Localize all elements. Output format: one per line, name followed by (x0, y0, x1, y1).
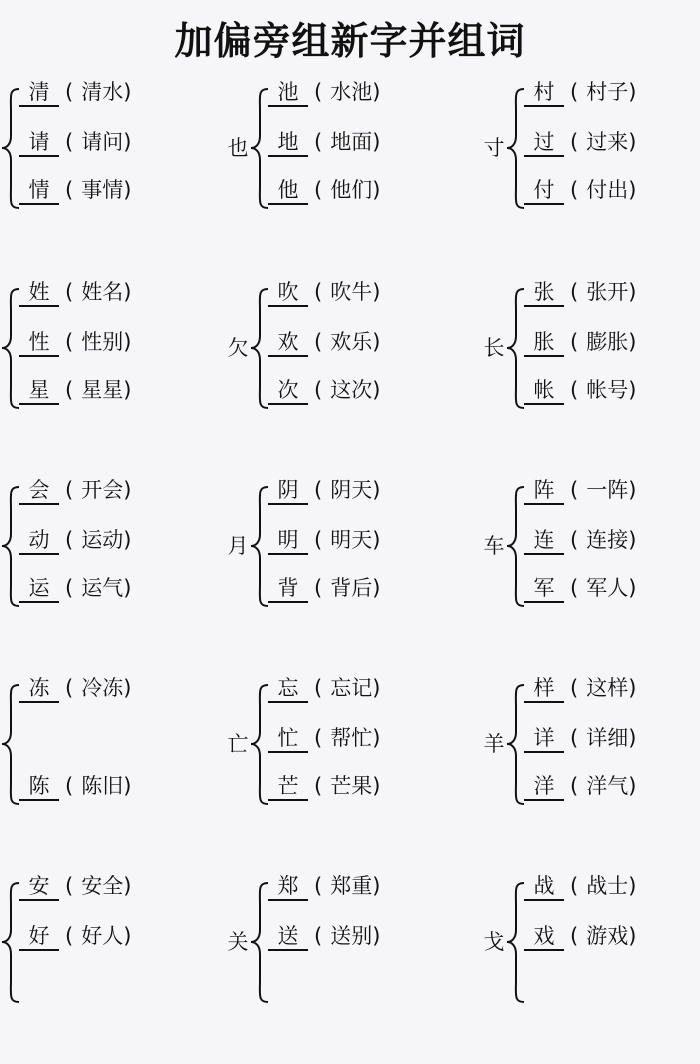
word-compound: 星星 (81, 378, 124, 402)
open-paren: ( (65, 774, 74, 798)
word-entry (19, 920, 209, 954)
close-paren: ) (123, 924, 132, 948)
close-paren: ) (372, 874, 381, 898)
close-paren: ) (628, 774, 637, 798)
word-compound: 游戏 (586, 924, 629, 948)
new-character: 会 (19, 477, 59, 505)
open-paren: ( (65, 528, 74, 552)
word-entry (524, 374, 700, 408)
new-character: 忘 (268, 675, 308, 703)
word-entry (268, 326, 458, 360)
word-entry (268, 870, 458, 904)
word-entry (19, 524, 209, 558)
open-paren: ( (314, 576, 323, 600)
word-entry (268, 524, 458, 558)
open-paren: ( (314, 330, 323, 354)
new-character: 芒 (268, 773, 308, 801)
word-compound: 背后 (330, 576, 373, 600)
open-paren: ( (314, 726, 323, 750)
open-paren: ( (314, 130, 323, 154)
new-character: 性 (19, 329, 59, 357)
word-entry (19, 174, 209, 208)
open-paren: ( (570, 576, 579, 600)
open-paren: ( (65, 130, 74, 154)
word-entry (268, 572, 458, 606)
word-entry (19, 770, 209, 804)
word-compound: 陈旧 (81, 774, 124, 798)
new-character: 阴 (268, 477, 308, 505)
close-paren: ) (372, 676, 381, 700)
radical-char: 也 (227, 136, 249, 160)
word-entry (524, 326, 700, 360)
word-entry (524, 672, 700, 706)
word-compound: 好人 (81, 924, 124, 948)
radical-char: 月 (227, 534, 249, 558)
close-paren: ) (628, 874, 637, 898)
new-character: 张 (524, 279, 564, 307)
word-compound: 冷冻 (81, 676, 124, 700)
open-paren: ( (314, 178, 323, 202)
new-character: 安 (19, 873, 59, 901)
word-compound: 膨胀 (586, 330, 629, 354)
new-character: 明 (268, 527, 308, 555)
word-entry (19, 474, 209, 508)
word-compound: 他们 (330, 178, 373, 202)
page-title: 加偏旁组新字并组词 (174, 19, 526, 63)
word-entry (268, 920, 458, 954)
new-character: 帐 (524, 377, 564, 405)
close-paren: ) (372, 130, 381, 154)
open-paren: ( (65, 80, 74, 104)
radical-char: 长 (483, 336, 505, 360)
radical-group (0, 280, 208, 470)
word-compound: 事情 (81, 178, 124, 202)
radical-char: 寸 (483, 136, 505, 160)
new-character: 星 (19, 377, 59, 405)
new-character: 洋 (524, 773, 564, 801)
word-entry (524, 572, 700, 606)
open-paren: ( (65, 280, 74, 304)
open-paren: ( (314, 874, 323, 898)
word-compound: 帐号 (586, 378, 629, 402)
new-character: 忙 (268, 725, 308, 753)
word-compound: 连接 (586, 528, 629, 552)
new-character: 村 (524, 79, 564, 107)
close-paren: ) (372, 576, 381, 600)
close-paren: ) (123, 378, 132, 402)
new-character: 戏 (524, 923, 564, 951)
word-compound: 水池 (330, 80, 373, 104)
radical-group (0, 676, 208, 866)
close-paren: ) (628, 80, 637, 104)
open-paren: ( (314, 478, 323, 502)
open-paren: ( (570, 676, 579, 700)
word-entry (19, 276, 209, 310)
new-character: 运 (19, 575, 59, 603)
radical-group (224, 280, 457, 470)
open-paren: ( (65, 178, 74, 202)
word-entry (268, 76, 458, 110)
word-entry (524, 174, 700, 208)
radical-group (480, 676, 700, 866)
close-paren: ) (372, 280, 381, 304)
close-paren: ) (123, 528, 132, 552)
word-entry (268, 474, 458, 508)
open-paren: ( (314, 924, 323, 948)
radical-group (480, 478, 700, 668)
close-paren: ) (123, 80, 132, 104)
close-paren: ) (372, 178, 381, 202)
new-character: 欢 (268, 329, 308, 357)
open-paren: ( (314, 528, 323, 552)
new-character: 情 (19, 177, 59, 205)
word-entry (524, 276, 700, 310)
close-paren: ) (628, 924, 637, 948)
word-entry (524, 770, 700, 804)
word-compound: 过来 (586, 130, 629, 154)
open-paren: ( (314, 774, 323, 798)
word-entry (524, 722, 700, 756)
new-character: 池 (268, 79, 308, 107)
close-paren: ) (372, 726, 381, 750)
new-character: 背 (268, 575, 308, 603)
new-character: 阵 (524, 477, 564, 505)
word-entry (19, 870, 209, 904)
open-paren: ( (314, 280, 323, 304)
new-character: 样 (524, 675, 564, 703)
word-compound: 一阵 (586, 478, 629, 502)
open-paren: ( (314, 378, 323, 402)
word-compound: 地面 (330, 130, 373, 154)
new-character: 吹 (268, 279, 308, 307)
open-paren: ( (570, 874, 579, 898)
word-compound: 姓名 (81, 280, 124, 304)
new-character: 郑 (268, 873, 308, 901)
word-compound: 付出 (586, 178, 629, 202)
new-character: 战 (524, 873, 564, 901)
word-entry (19, 374, 209, 408)
new-character: 冻 (19, 675, 59, 703)
open-paren: ( (570, 528, 579, 552)
word-compound: 开会 (81, 478, 124, 502)
close-paren: ) (628, 378, 637, 402)
word-entry (19, 76, 209, 110)
close-paren: ) (372, 774, 381, 798)
word-compound: 详细 (586, 726, 629, 750)
radical-group (224, 80, 457, 270)
close-paren: ) (123, 874, 132, 898)
word-entry (524, 474, 700, 508)
radical-char: 羊 (483, 732, 505, 756)
word-compound: 张开 (586, 280, 629, 304)
word-compound: 帮忙 (330, 726, 373, 750)
radical-char: 关 (227, 930, 249, 954)
radical-group (480, 80, 700, 270)
word-entry (19, 126, 209, 160)
close-paren: ) (628, 726, 637, 750)
radical-group (224, 676, 457, 866)
close-paren: ) (123, 576, 132, 600)
word-entry (19, 572, 209, 606)
close-paren: ) (123, 478, 132, 502)
word-compound: 战士 (586, 874, 629, 898)
word-entry (268, 374, 458, 408)
open-paren: ( (570, 178, 579, 202)
open-paren: ( (570, 774, 579, 798)
open-paren: ( (65, 874, 74, 898)
close-paren: ) (372, 330, 381, 354)
new-character: 好 (19, 923, 59, 951)
open-paren: ( (570, 80, 579, 104)
close-paren: ) (123, 774, 132, 798)
radical-group (480, 874, 700, 1064)
close-paren: ) (372, 378, 381, 402)
radical-group (0, 874, 208, 1064)
close-paren: ) (372, 528, 381, 552)
new-character: 军 (524, 575, 564, 603)
word-compound: 明天 (330, 528, 373, 552)
open-paren: ( (65, 576, 74, 600)
close-paren: ) (628, 280, 637, 304)
word-compound: 安全 (81, 874, 124, 898)
word-compound: 忘记 (330, 676, 373, 700)
word-compound: 阴天 (330, 478, 373, 502)
word-compound: 洋气 (586, 774, 629, 798)
word-entry (268, 672, 458, 706)
word-entry (524, 76, 700, 110)
open-paren: ( (570, 280, 579, 304)
new-character: 送 (268, 923, 308, 951)
word-entry (268, 722, 458, 756)
new-character: 姓 (19, 279, 59, 307)
radical-group (224, 478, 457, 668)
open-paren: ( (570, 726, 579, 750)
word-entry (268, 174, 458, 208)
close-paren: ) (628, 478, 637, 502)
word-entry (19, 672, 209, 706)
close-paren: ) (123, 130, 132, 154)
open-paren: ( (65, 924, 74, 948)
radical-group (0, 80, 208, 270)
open-paren: ( (314, 676, 323, 700)
close-paren: ) (123, 280, 132, 304)
new-character: 地 (268, 129, 308, 157)
radical-char: 亡 (227, 732, 249, 756)
word-entry (524, 870, 700, 904)
new-character: 请 (19, 129, 59, 157)
radical-char: 欠 (227, 336, 249, 360)
open-paren: ( (314, 80, 323, 104)
new-character: 详 (524, 725, 564, 753)
new-character: 他 (268, 177, 308, 205)
close-paren: ) (372, 478, 381, 502)
word-entry (524, 524, 700, 558)
new-character: 付 (524, 177, 564, 205)
word-compound: 性别 (81, 330, 124, 354)
open-paren: ( (570, 378, 579, 402)
close-paren: ) (628, 528, 637, 552)
close-paren: ) (123, 178, 132, 202)
close-paren: ) (123, 330, 132, 354)
word-compound: 运动 (81, 528, 124, 552)
close-paren: ) (123, 676, 132, 700)
close-paren: ) (628, 330, 637, 354)
close-paren: ) (628, 576, 637, 600)
close-paren: ) (372, 924, 381, 948)
open-paren: ( (570, 478, 579, 502)
word-compound: 这样 (586, 676, 629, 700)
word-compound: 清水 (81, 80, 124, 104)
word-compound: 郑重 (330, 874, 373, 898)
word-compound: 这次 (330, 378, 373, 402)
close-paren: ) (372, 80, 381, 104)
open-paren: ( (570, 330, 579, 354)
word-compound: 军人 (586, 576, 629, 600)
open-paren: ( (65, 330, 74, 354)
radical-group (0, 478, 208, 668)
word-entry (268, 126, 458, 160)
close-paren: ) (628, 178, 637, 202)
word-compound: 吹牛 (330, 280, 373, 304)
word-entry (524, 126, 700, 160)
open-paren: ( (570, 924, 579, 948)
close-paren: ) (628, 130, 637, 154)
word-compound: 送别 (330, 924, 373, 948)
word-entry (268, 770, 458, 804)
word-entry (19, 326, 209, 360)
new-character: 胀 (524, 329, 564, 357)
radical-group (224, 874, 457, 1064)
close-paren: ) (628, 676, 637, 700)
open-paren: ( (570, 130, 579, 154)
radical-char: 戈 (483, 930, 505, 954)
new-character: 连 (524, 527, 564, 555)
word-compound: 欢乐 (330, 330, 373, 354)
word-compound: 芒果 (330, 774, 373, 798)
new-character: 清 (19, 79, 59, 107)
word-compound: 请问 (81, 130, 124, 154)
new-character: 动 (19, 527, 59, 555)
word-compound: 运气 (81, 576, 124, 600)
open-paren: ( (65, 676, 74, 700)
new-character: 过 (524, 129, 564, 157)
new-character: 次 (268, 377, 308, 405)
radical-char: 车 (483, 534, 505, 558)
word-compound: 村子 (586, 80, 629, 104)
word-entry (268, 276, 458, 310)
radical-group (480, 280, 700, 470)
open-paren: ( (65, 478, 74, 502)
open-paren: ( (65, 378, 74, 402)
new-character: 陈 (19, 773, 59, 801)
word-entry (524, 920, 700, 954)
